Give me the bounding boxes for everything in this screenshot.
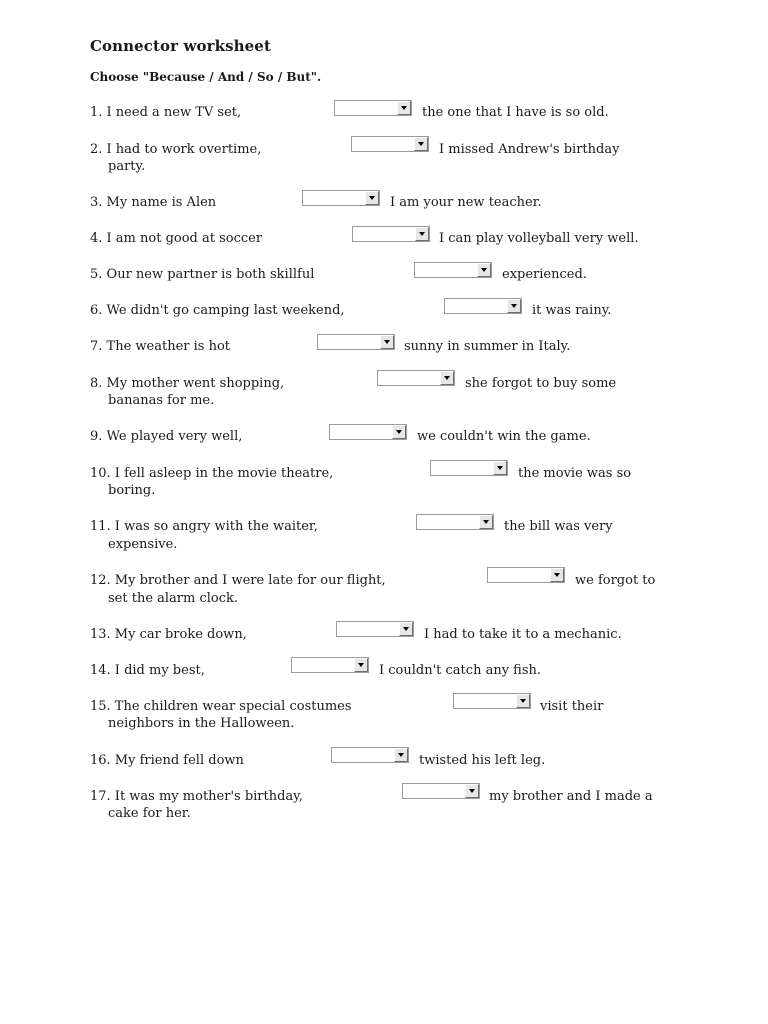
connector-dropdown[interactable] [416, 514, 494, 530]
connector-dropdown[interactable] [351, 136, 429, 152]
question-continuation: twisted his left leg. [419, 753, 546, 768]
question-continuation: I am your new teacher. [390, 195, 542, 210]
question-text: 3. My name is Alen [90, 195, 217, 210]
question-wrap-line: cake for her. [108, 806, 191, 821]
connector-dropdown[interactable] [352, 226, 430, 242]
question-continuation: the one that I have is so old. [422, 105, 609, 120]
question-wrap-line: neighbors in the Halloween. [108, 716, 295, 731]
question-text: 10. I fell asleep in the movie theatre, [90, 466, 334, 481]
question-text: 12. My brother and I were late for our flight, [90, 573, 386, 588]
dropdown-arrow-icon[interactable] [397, 101, 411, 115]
question-continuation: it was rainy. [532, 303, 612, 318]
connector-dropdown[interactable] [334, 100, 412, 116]
question-wrap-line: party. [108, 159, 146, 174]
connector-dropdown[interactable] [414, 262, 492, 278]
question-continuation: we couldn't win the game. [417, 429, 591, 444]
dropdown-arrow-icon[interactable] [479, 515, 493, 529]
question-text: 4. I am not good at soccer [90, 231, 263, 246]
worksheet-title: Connector worksheet [90, 37, 271, 55]
question-text: 13. My car broke down, [90, 627, 247, 642]
dropdown-arrow-icon[interactable] [392, 425, 406, 439]
connector-dropdown[interactable] [291, 657, 369, 673]
dropdown-arrow-icon[interactable] [415, 227, 429, 241]
question-text: 17. It was my mother's birthday, [90, 789, 303, 804]
dropdown-arrow-icon[interactable] [365, 191, 379, 205]
question-continuation: I couldn't catch any fish. [379, 663, 542, 678]
question-text: 9. We played very well, [90, 429, 243, 444]
question-continuation: visit their [540, 699, 604, 714]
question-text: 14. I did my best, [90, 663, 205, 678]
dropdown-arrow-icon[interactable] [394, 748, 408, 762]
connector-dropdown[interactable] [402, 783, 480, 799]
question-wrap-line: set the alarm clock. [108, 591, 239, 606]
connector-dropdown[interactable] [329, 424, 407, 440]
question-continuation: the bill was very [504, 519, 613, 534]
question-continuation: experienced. [502, 267, 587, 282]
dropdown-arrow-icon[interactable] [399, 622, 413, 636]
dropdown-arrow-icon[interactable] [493, 461, 507, 475]
dropdown-arrow-icon[interactable] [354, 658, 368, 672]
dropdown-arrow-icon[interactable] [465, 784, 479, 798]
question-text: 11. I was so angry with the waiter, [90, 519, 318, 534]
question-continuation: sunny in summer in Italy. [404, 339, 571, 354]
dropdown-arrow-icon[interactable] [380, 335, 394, 349]
connector-dropdown[interactable] [317, 334, 395, 350]
question-text: 5. Our new partner is both skillful [90, 267, 315, 282]
question-continuation: the movie was so [518, 466, 632, 481]
dropdown-arrow-icon[interactable] [414, 137, 428, 151]
question-text: 16. My friend fell down [90, 753, 244, 768]
dropdown-arrow-icon[interactable] [550, 568, 564, 582]
dropdown-arrow-icon[interactable] [507, 299, 521, 313]
connector-dropdown[interactable] [336, 621, 414, 637]
connector-dropdown[interactable] [487, 567, 565, 583]
question-text: 2. I had to work overtime, [90, 142, 262, 157]
question-wrap-line: bananas for me. [108, 393, 215, 408]
question-continuation: my brother and I made a [489, 789, 653, 804]
question-text: 6. We didn't go camping last weekend, [90, 303, 345, 318]
question-text: 15. The children wear special costumes [90, 699, 352, 714]
dropdown-arrow-icon[interactable] [440, 371, 454, 385]
dropdown-arrow-icon[interactable] [516, 694, 530, 708]
connector-dropdown[interactable] [331, 747, 409, 763]
connector-dropdown[interactable] [302, 190, 380, 206]
question-continuation: she forgot to buy some [465, 376, 617, 391]
question-wrap-line: boring. [108, 483, 156, 498]
worksheet-instruction: Choose "Because / And / So / But". [90, 70, 322, 84]
connector-dropdown[interactable] [377, 370, 455, 386]
question-wrap-line: expensive. [108, 537, 178, 552]
question-text: 8. My mother went shopping, [90, 376, 285, 391]
connector-dropdown[interactable] [453, 693, 531, 709]
question-continuation: we forgot to [575, 573, 656, 588]
question-text: 7. The weather is hot [90, 339, 230, 354]
question-continuation: I had to take it to a mechanic. [424, 627, 622, 642]
connector-dropdown[interactable] [430, 460, 508, 476]
question-continuation: I can play volleyball very well. [439, 231, 639, 246]
question-continuation: I missed Andrew's birthday [439, 142, 620, 157]
connector-dropdown[interactable] [444, 298, 522, 314]
dropdown-arrow-icon[interactable] [477, 263, 491, 277]
question-text: 1. I need a new TV set, [90, 105, 242, 120]
